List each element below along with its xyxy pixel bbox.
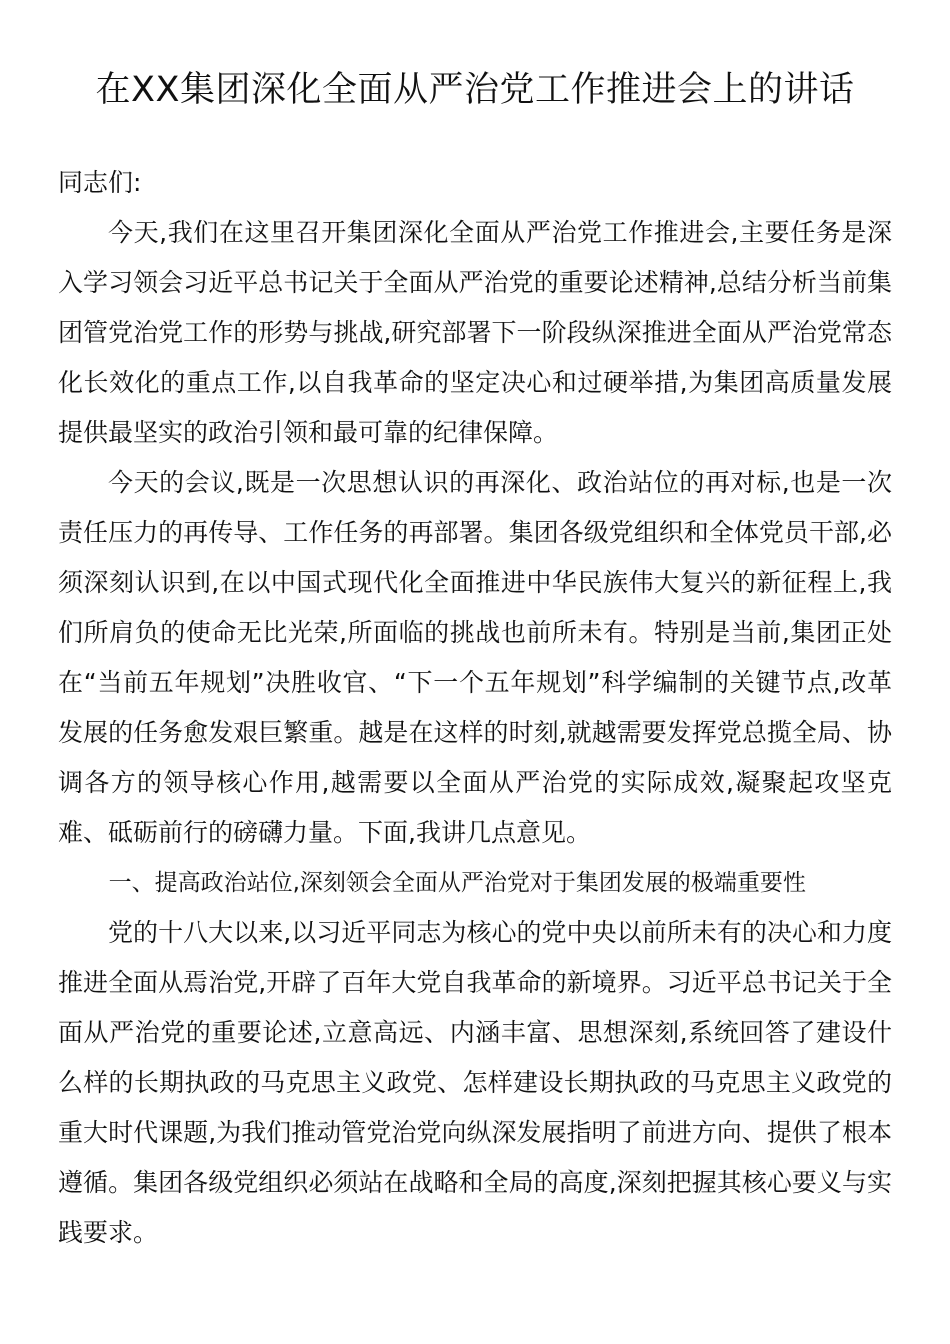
section-heading-one: 一、提高政治站位,深刻领会全面从严治党对于集团发展的极端重要性 xyxy=(108,870,806,896)
paragraph-section-one: 党的十八大以来,以习近平同志为核心的党中央以前所未有的决心和力度推进全面从焉治党,开辟了百年大党自我革命的新境界。习近平总书记关于全面从严治党的重要论述,立意高远、内涵丰富、思想深刻,系统回答了建设什么样的长期执政的马克思主义政党、怎样建设长期执政的马克思主义政党的重大时代课题,为我们推动管党治党向纵深发展指明了前进方向、提供了根本遵循。集团各级党组织必须站在战略和全局的高度,深刻把握其核心要义与实践要求。 xyxy=(58,918,892,1247)
paragraph-meeting-significance: 今天的会议,既是一次思想认识的再深化、政治站位的再对标,也是一次责任压力的再传导、工作任务的再部署。集团各级党组织和全体党员干部,必须深刻认识到,在以中国式现代化全面推进中华民族伟大复兴的新征程上,我们所肩负的使命无比光荣,所面临的挑战也前所未有。特别是当前,集团正处在“当前五年规划”决胜收官、“下一个五年规划”科学编制的关键节点,改革发展的任务愈发艰巨繁重。越是在这样的时刻,就越需要发挥党总揽全局、协调各方的领导核心作用,越需要以全面从严治党的实际成效,凝聚起攻坚克难、砥砺前行的磅礴力量。下面,我讲几点意见。 xyxy=(58,468,892,847)
salutation: 同志们: xyxy=(58,168,142,197)
paragraph-opening: 今天,我们在这里召开集团深化全面从严治党工作推进会,主要任务是深入学习领会习近平总书记关于全面从严治党的重要论述精神,总结分析当前集团管党治党工作的形势与挑战,研究部署下一阶段纵深推进全面从严治党常态化长效化的重点工作,以自我革命的坚定决心和过硬举措,为集团高质量发展提供最坚实的政治引领和最可靠的纪律保障。 xyxy=(58,218,892,447)
document-title: 在XX集团深化全面从严治党工作推进会上的讲话 xyxy=(95,70,855,110)
